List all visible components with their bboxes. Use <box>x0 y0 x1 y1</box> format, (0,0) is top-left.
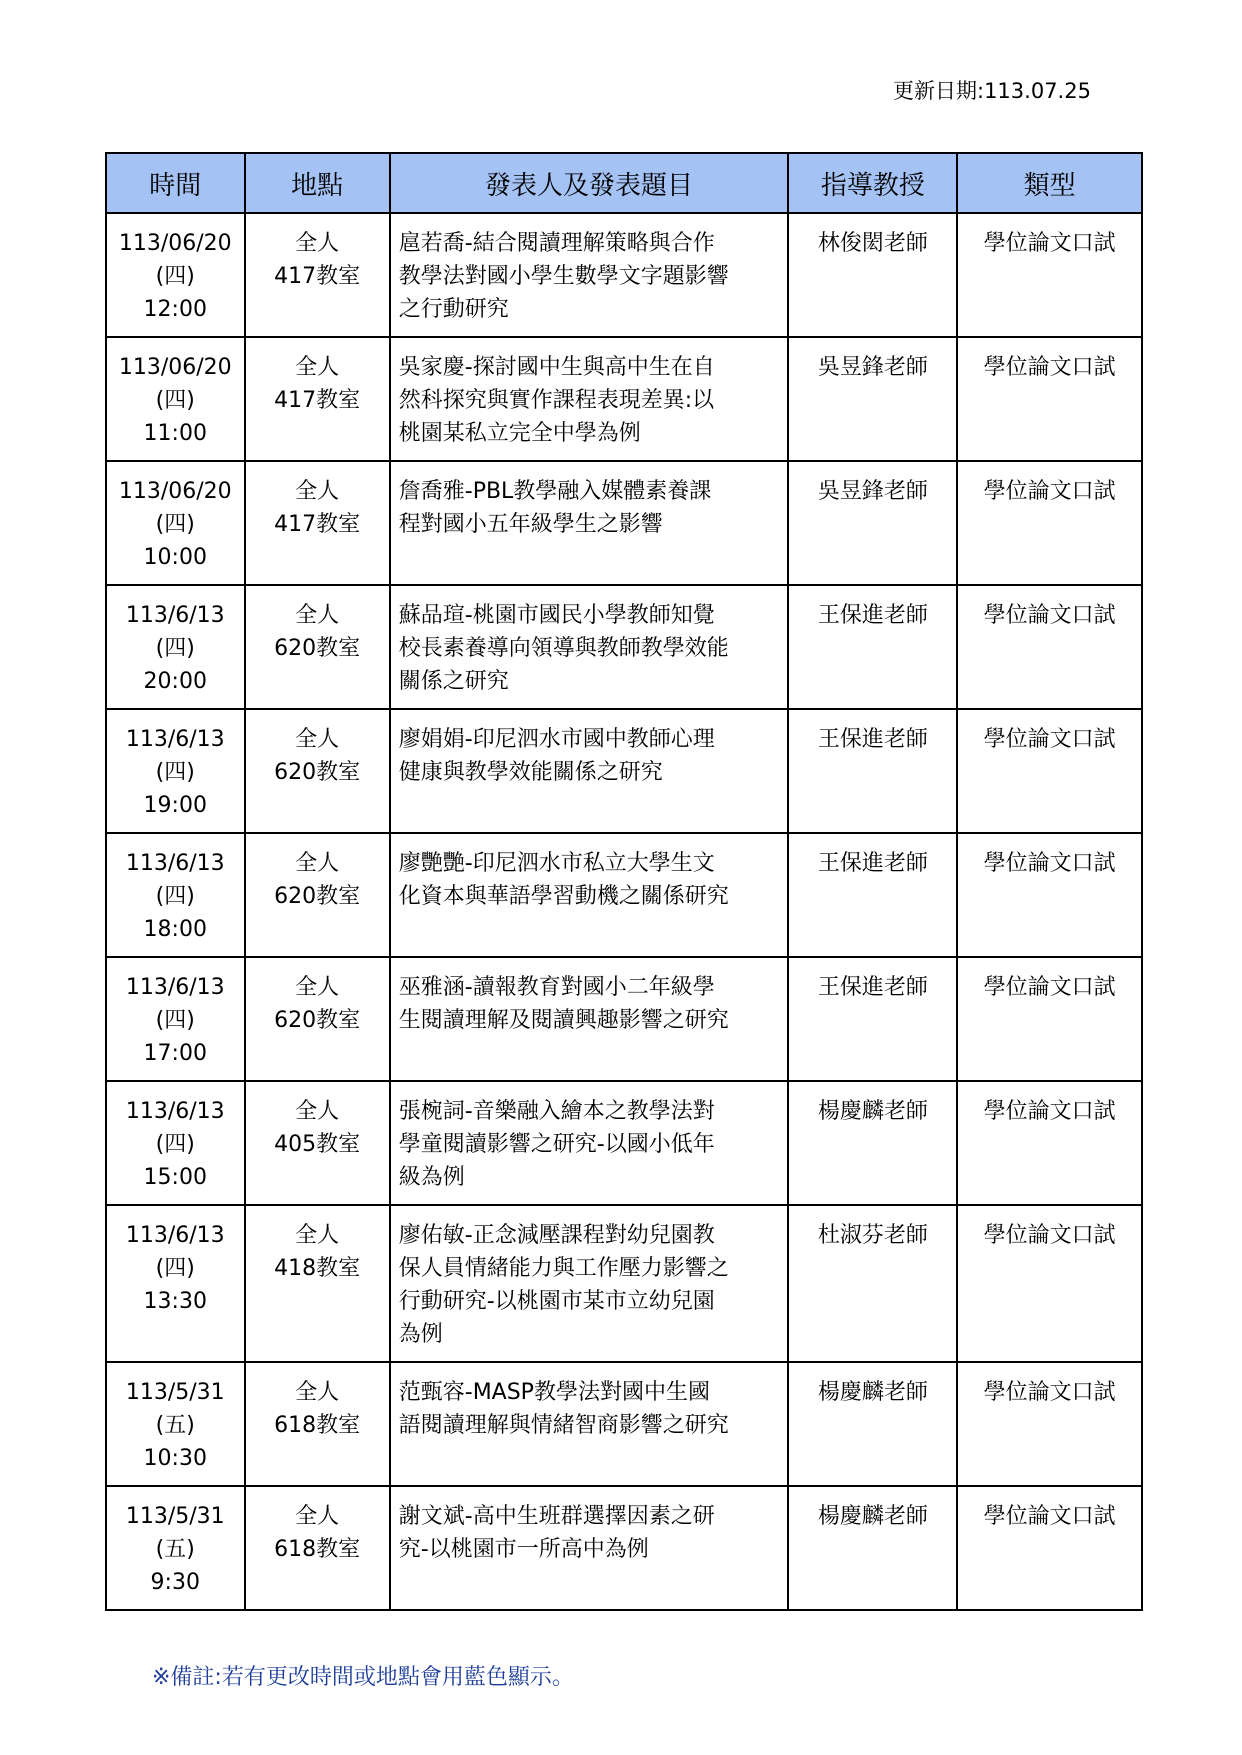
time-text: 12:00 <box>143 297 207 322</box>
location-cell <box>245 1081 390 1205</box>
advisor-cell: 王保進老師 <box>788 833 957 957</box>
presenter-title-cell <box>390 337 789 461</box>
presenter-title-cell <box>390 709 789 833</box>
presenter-title-cell <box>390 1486 789 1610</box>
weekday-text: (四) <box>155 1132 195 1157</box>
time-cell <box>106 461 245 585</box>
table-row <box>106 1081 1142 1205</box>
type-cell: 學位論文口試 <box>957 1362 1142 1486</box>
time-text: 13:30 <box>143 1289 207 1314</box>
weekday-text: (四) <box>155 1256 195 1281</box>
column-header-location: 地點 <box>245 153 390 213</box>
table-row <box>106 461 1142 585</box>
advisor-cell: 王保進老師 <box>788 957 957 1081</box>
building-text: 全人 <box>295 1380 340 1405</box>
title-line: 詹喬雅-PBL教學融入媒體素養課 <box>398 479 712 504</box>
table-row <box>106 337 1142 461</box>
presenter-title-cell <box>390 1362 789 1486</box>
time-text: 19:00 <box>143 793 207 818</box>
location-cell <box>245 833 390 957</box>
table-row <box>106 1486 1142 1610</box>
weekday-text: (五) <box>155 1413 195 1438</box>
building-text: 全人 <box>295 479 340 504</box>
title-line: 化資本與華語學習動機之關係研究 <box>398 884 729 909</box>
time-cell <box>106 1205 245 1362</box>
table-row <box>106 709 1142 833</box>
time-text: 18:00 <box>143 917 207 942</box>
room-text: 620教室 <box>274 1008 361 1033</box>
building-text: 全人 <box>295 1504 340 1529</box>
time-cell <box>106 213 245 337</box>
title-line: 然科探究與實作課程表現差異:以 <box>398 388 715 413</box>
footnote: ※備註:若有更改時間或地點會用藍色顯示。 <box>152 1665 574 1690</box>
time-cell <box>106 1081 245 1205</box>
date-text: 113/6/13 <box>125 851 225 876</box>
title-line: 教學法對國小學生數學文字題影響 <box>398 264 729 289</box>
room-text: 418教室 <box>274 1256 361 1281</box>
presenter-title-cell <box>390 1081 789 1205</box>
date-text: 113/6/13 <box>125 727 225 752</box>
table-row <box>106 1362 1142 1486</box>
presenter-title-cell <box>390 585 789 709</box>
title-line: 吳家慶-探討國中生與高中生在自 <box>398 355 715 380</box>
title-line: 語閱讀理解與情緒智商影響之研究 <box>398 1413 729 1438</box>
table-row <box>106 1205 1142 1362</box>
title-line: 行動研究-以桃園市某市立幼兒園 <box>398 1289 715 1314</box>
time-cell <box>106 585 245 709</box>
advisor-cell: 楊慶麟老師 <box>788 1486 957 1610</box>
column-header-presenter-title: 發表人及發表題目 <box>390 153 789 213</box>
table-row <box>106 585 1142 709</box>
type-cell: 學位論文口試 <box>957 833 1142 957</box>
title-line: 健康與教學效能關係之研究 <box>398 760 663 785</box>
time-cell <box>106 337 245 461</box>
room-text: 405教室 <box>274 1132 361 1157</box>
title-line: 生閱讀理解及閱讀興趣影響之研究 <box>398 1008 729 1033</box>
title-line: 學童閱讀影響之研究-以國小低年 <box>398 1132 715 1157</box>
time-text: 20:00 <box>143 669 207 694</box>
presenter-title-cell <box>390 461 789 585</box>
title-line: 程對國小五年級學生之影響 <box>398 512 663 537</box>
building-text: 全人 <box>295 603 340 628</box>
time-cell <box>106 957 245 1081</box>
location-cell <box>245 709 390 833</box>
title-line: 級為例 <box>398 1165 465 1190</box>
location-cell <box>245 1486 390 1610</box>
title-line: 為例 <box>398 1322 443 1347</box>
advisor-cell: 林俊閎老師 <box>788 213 957 337</box>
time-text: 10:30 <box>143 1446 207 1471</box>
date-text: 113/6/13 <box>125 1099 225 1124</box>
table-row <box>106 213 1142 337</box>
date-text: 113/6/13 <box>125 603 225 628</box>
advisor-cell: 楊慶麟老師 <box>788 1081 957 1205</box>
presenter-title-cell <box>390 957 789 1081</box>
type-cell: 學位論文口試 <box>957 461 1142 585</box>
time-cell <box>106 833 245 957</box>
title-line: 之行動研究 <box>398 297 509 322</box>
title-line: 范甄容-MASP教學法對國中生國 <box>398 1380 710 1405</box>
room-text: 618教室 <box>274 1413 361 1438</box>
type-cell: 學位論文口試 <box>957 1081 1142 1205</box>
room-text: 620教室 <box>274 884 361 909</box>
location-cell <box>245 585 390 709</box>
building-text: 全人 <box>295 727 340 752</box>
room-text: 417教室 <box>274 264 361 289</box>
title-line: 保人員情緒能力與工作壓力影響之 <box>398 1256 729 1281</box>
title-line: 究-以桃園市一所高中為例 <box>398 1537 649 1562</box>
title-line: 廖娟娟-印尼泗水市國中教師心理 <box>398 727 715 752</box>
time-text: 10:00 <box>143 545 207 570</box>
title-line: 桃園某私立完全中學為例 <box>398 421 641 446</box>
weekday-text: (四) <box>155 264 195 289</box>
table-row <box>106 957 1142 1081</box>
presenter-title-cell <box>390 1205 789 1362</box>
location-cell <box>245 1362 390 1486</box>
building-text: 全人 <box>295 355 340 380</box>
weekday-text: (四) <box>155 760 195 785</box>
title-line: 廖艷艷-印尼泗水市私立大學生文 <box>398 851 715 876</box>
weekday-text: (四) <box>155 636 195 661</box>
presenter-title-cell <box>390 213 789 337</box>
date-text: 113/6/13 <box>125 1223 225 1248</box>
update-date: 更新日期:113.07.25 <box>893 79 1091 103</box>
advisor-cell: 吳昱鋒老師 <box>788 337 957 461</box>
title-line: 扈若喬-結合閱讀理解策略與合作 <box>398 231 715 256</box>
weekday-text: (四) <box>155 388 195 413</box>
building-text: 全人 <box>295 975 340 1000</box>
location-cell <box>245 337 390 461</box>
type-cell: 學位論文口試 <box>957 957 1142 1081</box>
column-header-advisor: 指導教授 <box>788 153 957 213</box>
room-text: 417教室 <box>274 512 361 537</box>
weekday-text: (四) <box>155 1008 195 1033</box>
type-cell: 學位論文口試 <box>957 709 1142 833</box>
time-cell <box>106 1486 245 1610</box>
location-cell <box>245 213 390 337</box>
table-header-row <box>106 153 1142 213</box>
time-text: 9:30 <box>150 1570 200 1595</box>
advisor-cell: 王保進老師 <box>788 709 957 833</box>
building-text: 全人 <box>295 1223 340 1248</box>
room-text: 417教室 <box>274 388 361 413</box>
time-text: 17:00 <box>143 1041 207 1066</box>
type-cell: 學位論文口試 <box>957 1486 1142 1610</box>
date-text: 113/5/31 <box>125 1504 225 1529</box>
table-row <box>106 833 1142 957</box>
date-text: 113/06/20 <box>118 355 232 380</box>
schedule-table <box>105 152 1143 1611</box>
title-line: 張椀詞-音樂融入繪本之教學法對 <box>398 1099 715 1124</box>
column-header-type: 類型 <box>957 153 1142 213</box>
time-text: 15:00 <box>143 1165 207 1190</box>
title-line: 巫雅涵-讀報教育對國小二年級學 <box>398 975 715 1000</box>
advisor-cell: 杜淑芬老師 <box>788 1205 957 1362</box>
weekday-text: (四) <box>155 512 195 537</box>
advisor-cell: 楊慶麟老師 <box>788 1362 957 1486</box>
location-cell <box>245 957 390 1081</box>
weekday-text: (四) <box>155 884 195 909</box>
room-text: 620教室 <box>274 760 361 785</box>
title-line: 關係之研究 <box>398 669 509 694</box>
location-cell <box>245 461 390 585</box>
title-line: 廖佑敏-正念減壓課程對幼兒園教 <box>398 1223 715 1248</box>
advisor-cell: 王保進老師 <box>788 585 957 709</box>
room-text: 620教室 <box>274 636 361 661</box>
type-cell: 學位論文口試 <box>957 1205 1142 1362</box>
presenter-title-cell <box>390 833 789 957</box>
building-text: 全人 <box>295 231 340 256</box>
title-line: 校長素養導向領導與教師教學效能 <box>398 636 729 661</box>
weekday-text: (五) <box>155 1537 195 1562</box>
time-text: 11:00 <box>143 421 207 446</box>
type-cell: 學位論文口試 <box>957 337 1142 461</box>
building-text: 全人 <box>295 1099 340 1124</box>
type-cell: 學位論文口試 <box>957 213 1142 337</box>
date-text: 113/6/13 <box>125 975 225 1000</box>
advisor-cell: 吳昱鋒老師 <box>788 461 957 585</box>
building-text: 全人 <box>295 851 340 876</box>
type-cell: 學位論文口試 <box>957 585 1142 709</box>
location-cell <box>245 1205 390 1362</box>
column-header-time: 時間 <box>106 153 245 213</box>
title-line: 蘇品瑄-桃園市國民小學教師知覺 <box>398 603 715 628</box>
date-text: 113/06/20 <box>118 479 232 504</box>
date-text: 113/5/31 <box>125 1380 225 1405</box>
time-cell <box>106 1362 245 1486</box>
room-text: 618教室 <box>274 1537 361 1562</box>
date-text: 113/06/20 <box>118 231 232 256</box>
time-cell <box>106 709 245 833</box>
title-line: 謝文斌-高中生班群選擇因素之研 <box>398 1504 715 1529</box>
